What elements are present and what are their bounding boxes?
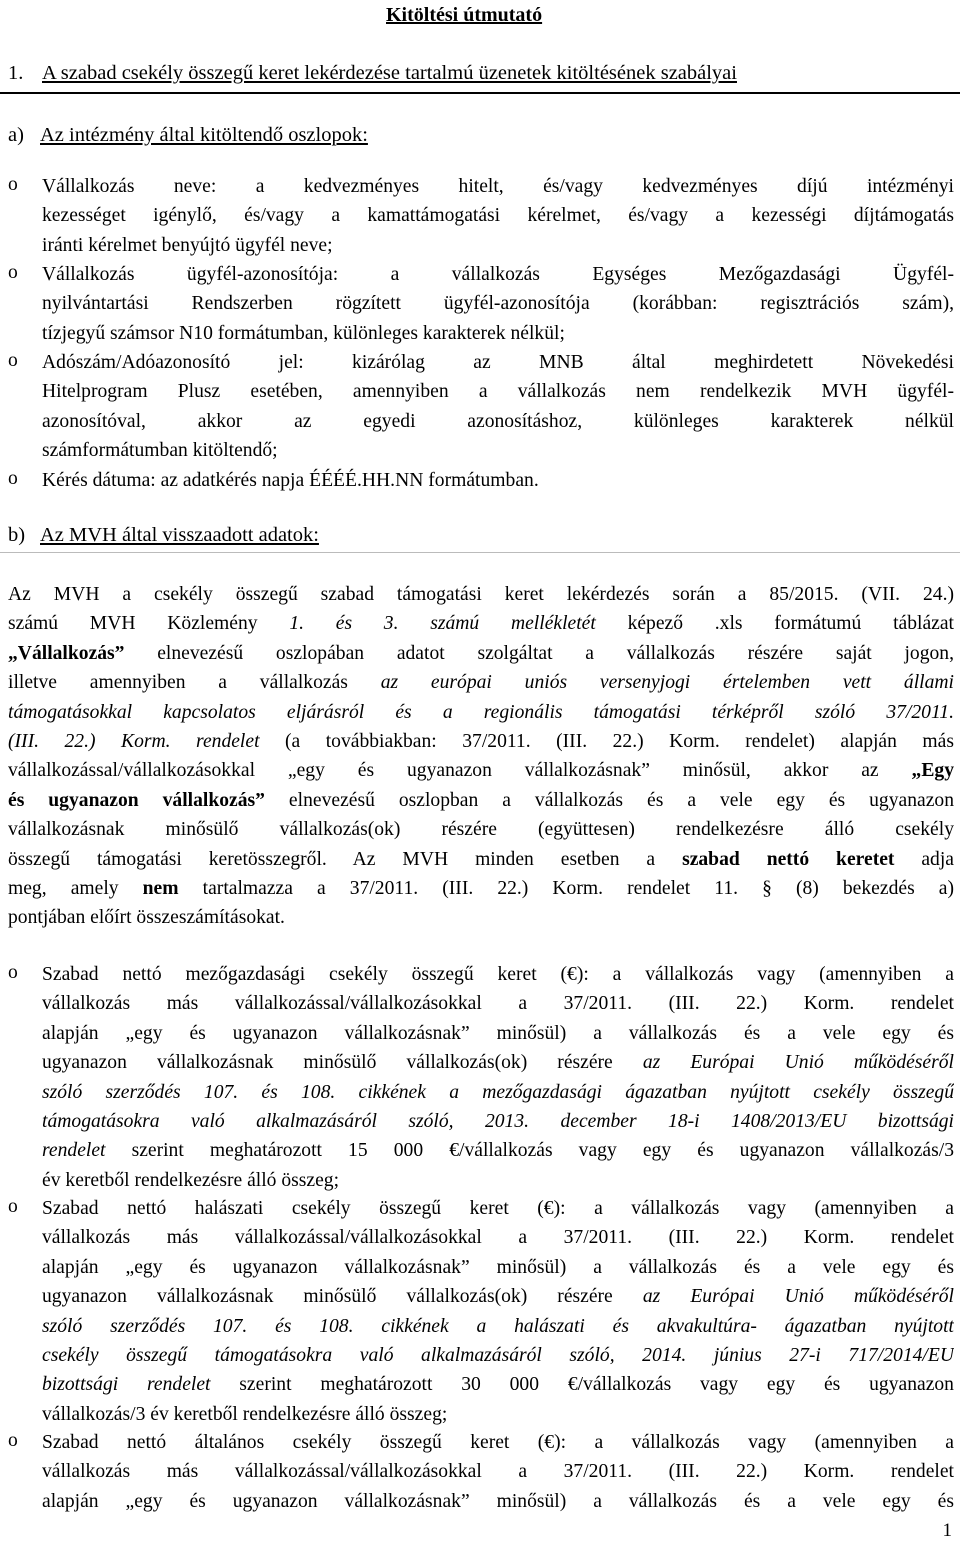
section-1-heading bbox=[8, 62, 952, 85]
text-line: Adószám/Adóazonosító jel: kizárólag az MNB által meghirdetett Növekedési bbox=[42, 352, 954, 373]
section-b-label: b) bbox=[8, 524, 26, 546]
text-run-italic: az európai uniós versenyjogi értelemben vett állami bbox=[380, 672, 954, 694]
text-line: azonosítóval, akkor az egyedi azonosításhoz, különleges karakterek nélkül bbox=[42, 410, 954, 432]
text-line: Vállalkozás ügyfél-azonosítója: a vállalkozás Egységes Mezőgazdasági Ügyfél- bbox=[42, 264, 954, 285]
text-run: elnevezésű oszlopban a vállalkozás és a vele egy és ugyanazon bbox=[264, 789, 954, 811]
text-line bbox=[8, 727, 954, 756]
text-line: kezességet igénylő, és/vagy a kamattámogatási kérelmet, és/vagy a kezességi díjtámogatás bbox=[42, 205, 954, 227]
list-item bbox=[42, 172, 954, 260]
section-1-text: A szabad csekély összegű keret lekérdezése tartalmú üzenetek kitöltésének szabályai bbox=[42, 62, 737, 84]
text-run: szerint meghatározott 15 000 €/vállalkozás vagy egy és ugyanazon vállalkozás/3 bbox=[105, 1140, 954, 1162]
section-b-heading bbox=[8, 524, 319, 547]
text-line: vállalkozás más vállalkozással/vállalkozásokkal a 37/2011. (III. 22.) Korm. rendelet bbox=[42, 1461, 954, 1483]
text-line bbox=[42, 1078, 954, 1107]
text-line: Vállalkozás neve: a kedvezményes hitelt, és/vagy kedvezményes díjú intézményi bbox=[42, 176, 954, 197]
text-line bbox=[8, 786, 954, 815]
text-line: Szabad nettó mezőgazdasági csekély összegű keret (€): a vállalkozás vagy (amennyiben a bbox=[42, 964, 954, 985]
text-line: pontjában előírt összeszámításokat. bbox=[8, 907, 285, 929]
text-line: vállalkozás más vállalkozással/vállalkozásokkal a 37/2011. (III. 22.) Korm. rendelet bbox=[42, 1227, 954, 1249]
text-line: év keretből rendelkezésre álló összeg; bbox=[42, 1169, 340, 1191]
bullet-marker: o bbox=[8, 350, 18, 371]
text-line: Az MVH a csekély összegű szabad támogatási keret lekérdezés során a 85/2015. (VII. 24.) bbox=[8, 584, 954, 605]
text-line bbox=[8, 668, 954, 697]
bullet-marker: o bbox=[8, 468, 18, 489]
text-run-bold: „Vállalkozás” bbox=[8, 642, 125, 664]
section-b-title: Az MVH által visszaadott adatok: bbox=[40, 524, 319, 546]
text-run-bold: nem bbox=[142, 877, 179, 899]
text-run-bold: „Egy bbox=[911, 760, 954, 782]
text-line bbox=[8, 639, 954, 668]
section-b-paragraph bbox=[8, 580, 954, 933]
text-line: Kérés dátuma: az adatkérés napja ÉÉÉÉ.HH.NN formátumban. bbox=[42, 470, 539, 491]
section-a-label: a) bbox=[8, 124, 24, 146]
text-line bbox=[42, 1282, 954, 1311]
section-1-number: 1. bbox=[8, 62, 24, 84]
text-line: vállalkozás más vállalkozással/vállalkozásokkal a 37/2011. (III. 22.) Korm. rendelet bbox=[42, 993, 954, 1015]
text-run-italic: szóló szerződés 107. és 108. cikkének a mezőgazdasági ágazatban nyújtott csekély összegű bbox=[42, 1081, 954, 1103]
text-run: összegű támogatási keretösszegről. Az MVH minden esetben a bbox=[8, 848, 683, 870]
text-run-italic: rendelet bbox=[42, 1140, 106, 1162]
text-line: alapján „egy és ugyanazon vállalkozásnak” minősül) a vállalkozás és a vele egy és bbox=[42, 1256, 954, 1278]
text-run-italic: támogatásokkal kapcsolatos eljárásról és a regionális támogatási térképről szóló 37/2011. bbox=[8, 701, 954, 723]
text-line bbox=[8, 698, 954, 727]
page-number: 1 bbox=[942, 1520, 952, 1541]
text-line bbox=[8, 756, 954, 785]
text-run: (a továbbiakban: 37/2011. (III. 22.) Korm. rendelet) alapján más bbox=[259, 730, 954, 752]
text-run: ugyanazon vállalkozásnak minősülő vállalkozás(ok) részére bbox=[42, 1052, 643, 1074]
text-line bbox=[8, 874, 954, 903]
text-line: vállalkozás/3 év keretből rendelkezésre álló összeg; bbox=[42, 1403, 448, 1425]
text-line: alapján „egy és ugyanazon vállalkozásnak” minősül) a vállalkozás és a vele egy és bbox=[42, 1490, 954, 1512]
list-item bbox=[42, 466, 954, 495]
text-run: szerint meghatározott 30 000 €/vállalkozás vagy egy és ugyanazon bbox=[210, 1374, 954, 1396]
text-line bbox=[8, 845, 954, 874]
text-run-italic: az Európai Unió működéséről bbox=[642, 1286, 954, 1308]
bullet-marker: o bbox=[8, 962, 18, 983]
text-line bbox=[42, 1341, 954, 1370]
text-run: elnevezésű oszlopában adatot szolgáltat a vállalkozás részére saját jogon, bbox=[124, 642, 954, 664]
text-line bbox=[42, 1136, 954, 1165]
list-item bbox=[42, 1428, 954, 1516]
list-item bbox=[42, 260, 954, 348]
list-item bbox=[42, 960, 954, 1195]
text-run: képező .xls formátumú táblázat bbox=[595, 613, 954, 635]
text-run: meg, amely bbox=[8, 877, 143, 899]
text-run-italic: (III. 22.) Korm. rendelet bbox=[8, 730, 260, 752]
text-line: vállalkozásnak minősülő vállalkozás(ok) részére (együttesen) rendelkezésre álló csekély bbox=[8, 819, 954, 841]
text-line bbox=[42, 1312, 954, 1341]
text-run-italic: az Európai Unió működéséről bbox=[642, 1052, 954, 1074]
bullet-marker: o bbox=[8, 174, 18, 195]
text-run: tartalmazza a 37/2011. (III. 22.) Korm. rendelet 11. § (8) bekezdés a) bbox=[178, 877, 954, 899]
text-line: Hitelprogram Plusz esetében, amennyiben a vállalkozás nem rendelkezik MVH ügyfél- bbox=[42, 381, 954, 403]
text-run-italic: bizottsági rendelet bbox=[42, 1374, 211, 1396]
page-title: Kitöltési útmutató bbox=[386, 4, 543, 26]
text-run: illetve amennyiben a vállalkozás bbox=[8, 672, 381, 694]
section-a-title: Az intézmény által kitöltendő oszlopok: bbox=[40, 124, 368, 146]
bullet-marker: o bbox=[8, 262, 18, 283]
text-run: ugyanazon vállalkozásnak minősülő vállalkozás(ok) részére bbox=[42, 1286, 643, 1308]
text-line: iránti kérelmet benyújtó ügyfél neve; bbox=[42, 234, 333, 256]
list-item bbox=[42, 348, 954, 466]
text-run-italic: 1. és 3. számú mellékletét bbox=[289, 613, 596, 635]
text-run-bold: és ugyanazon vállalkozás” bbox=[8, 789, 265, 811]
text-line: Szabad nettó általános csekély összegű keret (€): a vállalkozás vagy (amennyiben a bbox=[42, 1432, 954, 1453]
text-line bbox=[42, 1107, 954, 1136]
text-line: nyilvántartási Rendszerben rögzített ügyfél-azonosítója (korábban: regisztrációs szám), bbox=[42, 293, 954, 315]
text-line: számformátumban kitöltendő; bbox=[42, 440, 278, 462]
text-run-bold: szabad nettó keretet bbox=[682, 848, 895, 870]
list-item bbox=[42, 1194, 954, 1429]
bullet-marker: o bbox=[8, 1430, 18, 1451]
text-line: tízjegyű számsor N10 formátumban, különleges karakterek nélkül; bbox=[42, 322, 565, 344]
text-line bbox=[8, 609, 954, 638]
section-divider bbox=[0, 92, 960, 94]
text-line bbox=[42, 1048, 954, 1077]
section-a-heading bbox=[8, 124, 368, 147]
bullet-marker: o bbox=[8, 1196, 18, 1217]
text-line: Szabad nettó halászati csekély összegű keret (€): a vállalkozás vagy (amennyiben a bbox=[42, 1198, 954, 1219]
text-run: vállalkozással/vállalkozásokkal „egy és ugyanazon vállalkozásnak” minősül, akkor az bbox=[8, 760, 912, 782]
text-run-italic: támogatásokra való alkalmazásáról szóló, 2013. december 18-i 1408/2013/EU bizottsági bbox=[42, 1110, 954, 1132]
text-run: adja bbox=[894, 848, 954, 870]
text-run-italic: csekély összegű támogatásokra való alkalmazásáról szóló, 2014. június 27-i 717/2014/EU bbox=[42, 1344, 954, 1366]
text-run-italic: szóló szerződés 107. és 108. cikkének a halászati és akvakultúra- ágazatban nyújtott bbox=[42, 1315, 954, 1337]
text-line bbox=[42, 1370, 954, 1399]
section-divider bbox=[0, 552, 960, 553]
text-run: számú MVH Közlemény bbox=[8, 613, 290, 635]
text-line: alapján „egy és ugyanazon vállalkozásnak” minősül) a vállalkozás és a vele egy és bbox=[42, 1022, 954, 1044]
